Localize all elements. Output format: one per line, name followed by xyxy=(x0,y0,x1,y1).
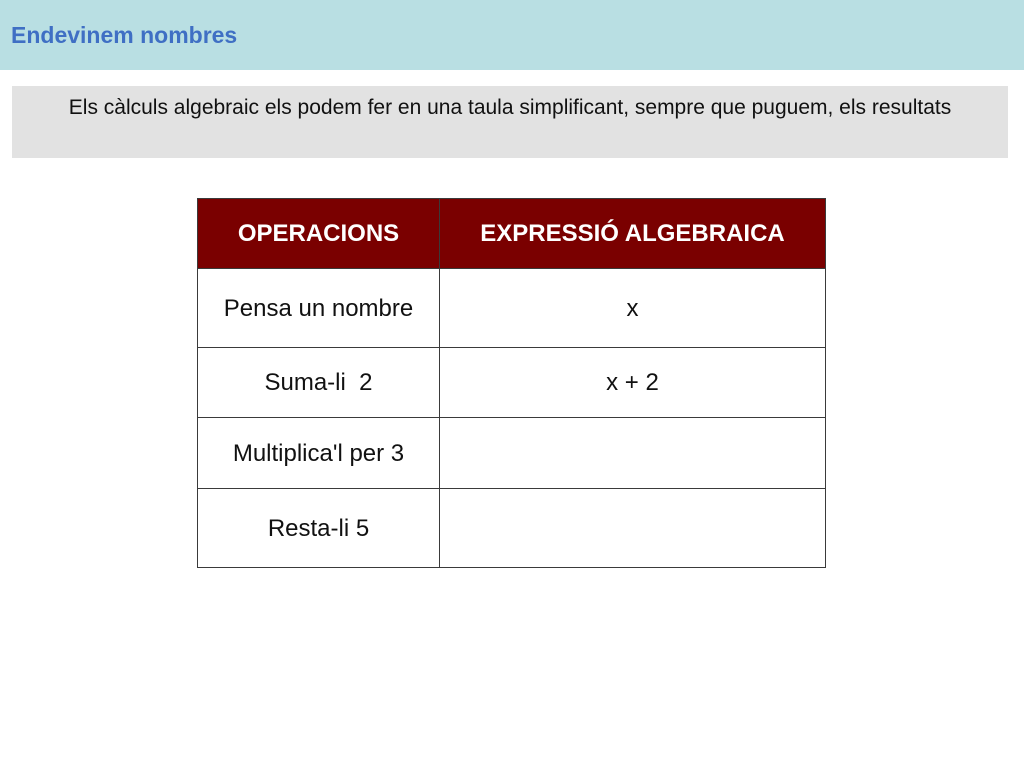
operation-cell: Pensa un nombre xyxy=(198,269,440,348)
operation-cell: Multiplica'l per 3 xyxy=(198,418,440,489)
operation-cell: Suma-li 2 xyxy=(198,348,440,418)
table-row xyxy=(198,348,826,418)
title-bar xyxy=(0,0,1024,70)
table-row xyxy=(198,269,826,348)
expression-cell xyxy=(440,418,826,489)
header-expression: EXPRESSIÓ ALGEBRAICA xyxy=(440,199,826,269)
expression-cell: x xyxy=(440,269,826,348)
header-operations: OPERACIONS xyxy=(198,199,440,269)
intro-text: Els càlculs algebraic els podem fer en una taula simplificant, sempre que puguem, els resultats xyxy=(12,86,1008,158)
slide-title: Endevinem nombres xyxy=(11,22,238,48)
expression-cell: x + 2 xyxy=(440,348,826,418)
table-header-row xyxy=(198,199,826,269)
operation-cell: Resta-li 5 xyxy=(198,489,440,568)
expression-cell xyxy=(440,489,826,568)
table-row xyxy=(198,489,826,568)
table-row xyxy=(198,418,826,489)
operations-table xyxy=(197,198,826,568)
